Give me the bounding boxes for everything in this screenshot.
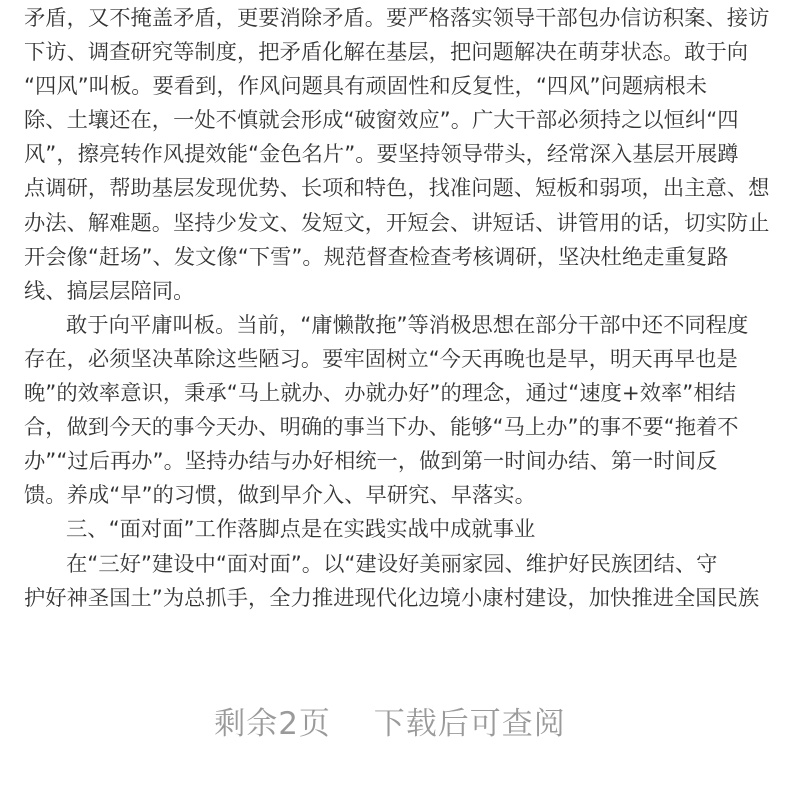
text-line: 下访、调查研究等制度，把矛盾化解在基层，把问题解决在萌芽状态。敢于向 <box>24 40 749 66</box>
text-line: 风”，擦亮转作风提效能“金色名片”。要坚持领导带头，经常深入基层开展蹲 <box>24 142 739 168</box>
text-line: 办法、解难题。坚持少发文、发短文，开短会、讲短话、讲管用的话，切实防止 <box>24 210 770 236</box>
section-heading: 三、“面对面”工作落脚点是在实践实战中成就事业 <box>66 517 536 543</box>
text-line: 馈。养成“早”的习惯，做到早介入、早研究、早落实。 <box>24 483 536 509</box>
download-more-prompt[interactable] <box>0 698 780 743</box>
text-line: 开会像“赶场”、发文像“下雪”。规范督查检查考核调研，坚决杜绝走重复路 <box>24 244 729 270</box>
download-hint-label[interactable]: 下载后可查阅 <box>373 706 566 742</box>
text-line: “四风”叫板。要看到，作风问题具有顽固性和反复性，“四风”问题病根未 <box>24 74 708 100</box>
text-line: 矛盾，又不掩盖矛盾，更要消除矛盾。要严格落实领导干部包办信访积案、接访 <box>24 6 770 31</box>
text-line: 点调研，帮助基层发现优势、长项和特色，找准问题、短板和弱项，出主意、想 <box>24 176 770 202</box>
document-body <box>24 2 784 616</box>
text-line: 护好神圣国土”为总抓手，全力推进现代化边境小康村建设，加快推进全国民族 <box>24 585 760 611</box>
paragraph-start-line: 敢于向平庸叫板。当前，“庸懒散拖”等消极思想在部分干部中还不同程度 <box>66 312 749 338</box>
paragraph-start-line: 在“三好”建设中“面对面”。以“建设好美丽家园、维护好民族团结、守 <box>66 551 718 577</box>
text-line: 除、土壤还在，一处不慎就会形成“破窗效应”。广大干部必须持之以恒纠“四 <box>24 108 739 134</box>
text-line: 合，做到今天的事今天办、明确的事当下办、能够“马上办”的事不要“拖着不 <box>24 415 739 441</box>
remaining-pages-label: 剩余2页 <box>214 706 331 742</box>
text-line: 办”“过后再办”。坚持办结与办好相统一，做到第一时间办结、第一时间反 <box>24 449 718 475</box>
text-line: 线、搞层层陪同。 <box>24 278 195 304</box>
text-line: 存在，必须坚决革除这些陋习。要牢固树立“今天再晚也是早，明天再早也是 <box>24 346 738 372</box>
text-line: 晚”的效率意识，秉承“马上就办、办就办好”的理念，通过“速度+效率”相结 <box>24 381 736 407</box>
